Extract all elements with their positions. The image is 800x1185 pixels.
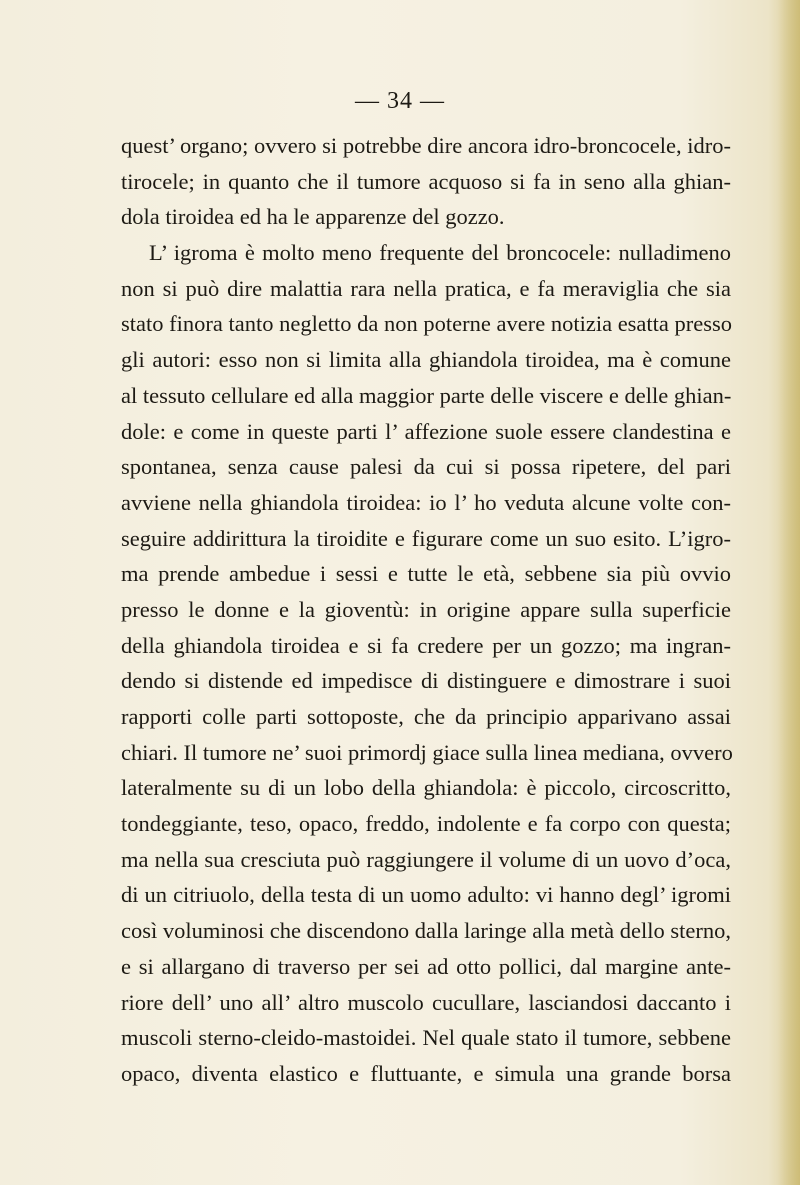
text-line: dole: e come in queste parti l’ affezione suole essere clandestina e xyxy=(121,418,731,444)
text-line: non si può dire malattia rara nella pratica, e fa meraviglia che sia xyxy=(121,275,731,301)
text-line: ma prende ambedue i sessi e tutte le età, sebbene sia più ovvio xyxy=(121,561,731,587)
text-line: spontanea, senza cause palesi da cui si possa ripetere, del pari xyxy=(121,454,731,480)
text-line: e si allargano di traverso per sei ad otto pollici, dal margine ante- xyxy=(121,953,731,979)
text-line: dola tiroidea ed ha le apparenze del gozzo. xyxy=(121,204,505,230)
text-line: della ghiandola tiroidea e si fa credere per un gozzo; ma ingran- xyxy=(121,632,731,658)
text-line: al tessuto cellulare ed alla maggior parte delle viscere e delle ghian- xyxy=(121,382,732,408)
text-line: di un citriuolo, della testa di un uomo adulto: vi hanno degl’ igromi xyxy=(121,882,731,908)
text-line: avviene nella ghiandola tiroidea: io l’ ho veduta alcune volte con- xyxy=(121,489,731,515)
text-line: L’ igroma è molto meno frequente del broncocele: nulladimeno xyxy=(149,240,731,266)
text-line: riore dell’ uno all’ altro muscolo cucullare, lasciandosi daccanto i xyxy=(121,989,731,1015)
text-line: opaco, diventa elastico e fluttuante, e simula una grande borsa xyxy=(121,1060,731,1086)
text-line: quest’ organo; ovvero si potrebbe dire ancora idro-broncocele, idro- xyxy=(121,133,731,158)
text-line: ma nella sua cresciuta può raggiungere il volume di un uovo d’oca, xyxy=(121,846,731,872)
text-line: rapporti colle parti sottoposte, che da principio apparivano assai xyxy=(121,704,731,729)
page-number: — 34 — xyxy=(355,88,445,114)
text-line: gli autori: esso non si limita alla ghiandola tiroidea, ma è comune xyxy=(121,347,731,373)
text-line: chiari. Il tumore ne’ suoi primordj giace sulla linea mediana, ovvero xyxy=(121,739,733,765)
text-line: presso le donne e la gioventù: in origine appare sulla superficie xyxy=(121,596,731,622)
text-line: muscoli sterno-cleido-mastoidei. Nel quale stato il tumore, sebbene xyxy=(121,1025,731,1051)
text-line: tondeggiante, teso, opaco, freddo, indolente e fa corpo con questa; xyxy=(121,811,731,837)
text-line: così voluminosi che discendono dalla laringe alla metà dello sterno, xyxy=(121,918,731,944)
text-line: dendo si distende ed impedisce di distinguere e dimostrare i suoi xyxy=(121,668,731,694)
page-edge-discoloration xyxy=(778,0,800,1185)
text-line: stato finora tanto negletto da non poterne avere notizia esatta presso xyxy=(121,311,733,337)
text-line: seguire addirittura la tiroidite e figurare come un suo esito. L’igro- xyxy=(121,525,731,551)
text-line: lateralmente su di un lobo della ghiandola: è piccolo, circoscritto, xyxy=(121,775,731,801)
text-line: tirocele; in quanto che il tumore acquoso si fa in seno alla ghian- xyxy=(121,168,731,194)
body-text xyxy=(121,128,731,1092)
